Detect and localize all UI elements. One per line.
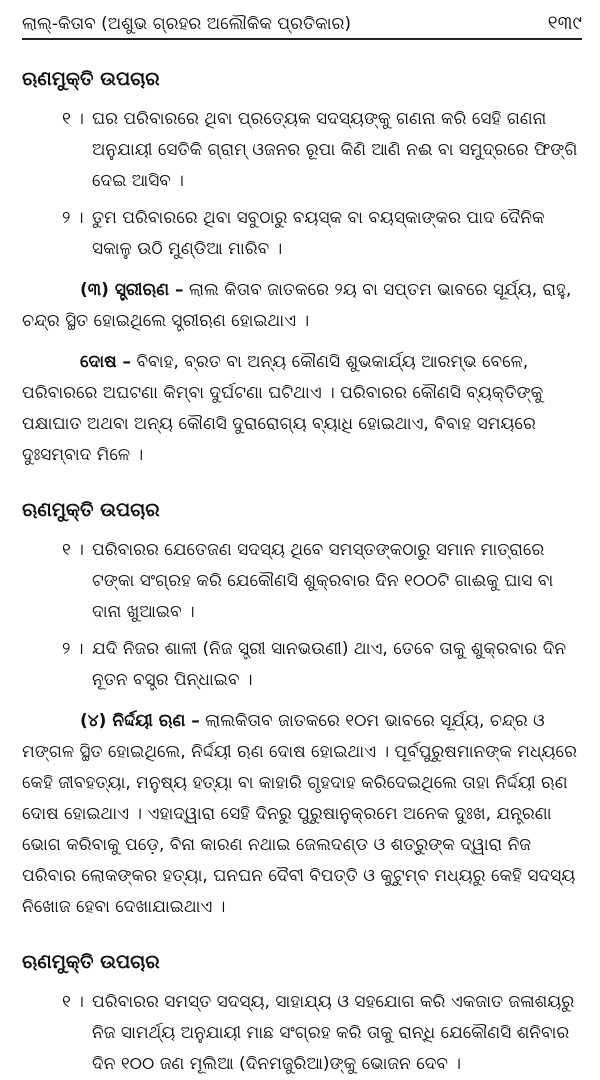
paragraph-lead: (୪) ନିର୍ଦ୍ଦୟୀ ଋଣ – (80, 711, 200, 731)
item-text: ତୁମ ପରିବାରରେ ଥିବା ସବୁଠାରୁ ବୟସ୍କ ବା ବୟସ୍କାଙ୍କର ପାଦ ଦୈନିକ ସକାଳୁ ଉଠି ମୁଣ୍ଡିଆ ମାରିବ । (92, 208, 545, 259)
paragraph-dosha (22, 347, 582, 471)
item-number: ୨ । (62, 639, 84, 659)
paragraph-text: ଲାଲକିତାବ ଜାତକରେ ୧୦ମ ଭାବରେ ସୂର୍ଯ୍ୟ, ଚନ୍ଦ୍ର ଓ ମଙ୍ଗଳ ସ୍ଥିତ ହୋଇଥିଲେ, ନିର୍ଦ୍ଦୟୀ ଋଣ ଦୋଷ ହୋଇଥାଏ । ପୂର୍ବପୁରୁଷମାନଙ୍କ ମଧ୍ୟରେ କେହି ଜୀବହତ୍ୟା, ମନୁଷ୍ୟ ହତ୍ୟା ବା କାହାରି ଗୃହଦାହ କରିଦେଇଥିଲେ ତାହା ନିର୍ଦ୍ଦୟୀ ଋଣ ଦୋଷ ହୋଇଥାଏ । ଏହାଦ୍ୱାରା ସେହି ଦିନରୁ ପୁରୁଷାନୁକ୍ରମେ ଅନେକ ଦୁଃଖ, ଯନ୍ତ୍ରଣା ଭୋଗ କରିବାକୁ ପଡ଼େ, ବିନା କାରଣ ନଥାଇ ଜେଲଦଣ୍ଡ ଓ ଶତ୍ରୁଙ୍କ ଦ୍ୱାରା ନିଜ ପରିବାର ଲୋକଙ୍କର ହତ୍ୟା, ଘନଘନ ଦୈବୀ ବିପତ୍ତି ଓ କୁଟୁମ୍ବ ମଧ୍ୟରୁ କେହି ସଦସ୍ୟ ନିଖୋଜ ହେବା ଦେଖାଯାଇଥାଏ । (22, 711, 577, 917)
item-text: ଘର ପରିବାରରେ ଥିବା ପ୍ରତ୍ୟେକ ସଦସ୍ୟଙ୍କୁ ଗଣନା କରି ସେହି ଗଣନା ଅନୁଯାୟୀ ସେତିକି ଗ୍ରାମ୍ ଓଜନର ରୂପା କିଣି ଆଣି ନଈ ବା ସମୁଦ୍ରରେ ଫିଙ୍ଗି ଦେଇ ଆସିବ । (92, 109, 578, 191)
item-number: ୨ । (62, 208, 84, 228)
list-item (62, 104, 582, 197)
paragraph-lead: ଦୋଷ – (80, 352, 132, 372)
paragraph-nirdayi-rina (22, 706, 582, 923)
list-item (62, 535, 582, 628)
page-number: ୧୩୯ (547, 12, 582, 34)
section-heading-3: ଋଣମୁକ୍ତି ଉପଚାର (22, 951, 160, 973)
running-header (22, 0, 582, 40)
item-text: ପରିବାରର ସମସ୍ତ ସଦସ୍ୟ, ସାହାଯ୍ୟ ଓ ସହଯୋଗ କରି ଏକଜାତ ଜଳାଶୟରୁ ନିଜ ସାମର୍ଥ୍ୟ ଅନୁଯାୟୀ ମାଛ ସଂଗ୍ରହ କରି ତାକୁ ରାନ୍ଧି ଯେକୌଣସି ଶନିବାର ଦିନ ୧୦୦ ଜଣ ମୂଲିଆ (ଦିନମଜୁରିଆ)ଙ୍କୁ ଭୋଜନ ଦେବ । (92, 992, 575, 1074)
paragraph-lead: (୩) ସ୍ତ୍ରୀଋଣ – (80, 280, 184, 300)
item-text: ପରିବାରର ଯେତେଜଣ ସଦସ୍ୟ ଥିବେ ସମସ୍ତଙ୍କଠାରୁ ସମାନ ମାତ୍ରାରେ ଟଙ୍କା ସଂଗ୍ରହ କରି ଯେକୌଣସି ଶୁକ୍ରବାର ଦିନ ୧୦୦ଟି ଗାଈକୁ ଘାସ ବା ଦାନା ଖୁଆଇବ । (92, 540, 554, 622)
list-item (62, 203, 582, 265)
paragraph-stree-rina (22, 275, 582, 337)
list-item (62, 634, 582, 696)
item-text: ଯଦି ନିଜର ଶାଳୀ (ନିଜ ସ୍ତ୍ରୀ ସାନଭଉଣୀ) ଥାଏ, ତେବେ ତାକୁ ଶୁକ୍ରବାର ଦିନ ନୂତନ ବସ୍ତ୍ର ପିନ୍ଧାଇବ । (92, 639, 567, 690)
item-number: ୧ । (62, 540, 84, 560)
section-heading-2: ଋଣମୁକ୍ତି ଉପଚାର (22, 499, 160, 521)
section-heading-1: ଋଣମୁକ୍ତି ଉପଚାର (22, 68, 160, 90)
running-title: ଲାଲ୍-କିତାବ (ଅଶୁଭ ଗ୍ରହର ଅଲୌକିକ ପ୍ରତିକାର) (22, 14, 352, 34)
item-number: ୧ । (62, 109, 84, 129)
paragraph-text: ଲାଲ କିତାବ ଜାତକରେ ୨ୟ ବା ସପ୍ତମ ଭାବରେ ସୂର୍ଯ୍ୟ, ରାହୁ, ଚନ୍ଦ୍ର ସ୍ଥିତ ହୋଇଥିଲେ ସ୍ତ୍ରୀଋଣ ହୋଇଥାଏ । (22, 280, 572, 331)
paragraph-text: ବିବାହ, ବ୍ରତ ବା ଅନ୍ୟ କୌଣସି ଶୁଭକାର୍ଯ୍ୟ ଆରମ୍ଭ ବେଳେ, ପରିବାରରେ ଅଘଟଣା କିମ୍ବା ଦୁର୍ଘଟଣା ଘଟିଥାଏ । ପରିବାରର କୌଣସି ବ୍ୟକ୍ତିଙ୍କୁ ପକ୍ଷାଘାତ ଅଥବା ଅନ୍ୟ କୌଣସି ଦୁରାରୋଗ୍ୟ ବ୍ୟାଧି ହୋଇଥାଏ, ବିବାହ ସମୟରେ ଦୁଃସମ୍ବାଦ ମିଳେ । (22, 352, 544, 465)
item-number: ୧ । (62, 992, 84, 1012)
list-item (62, 987, 582, 1080)
